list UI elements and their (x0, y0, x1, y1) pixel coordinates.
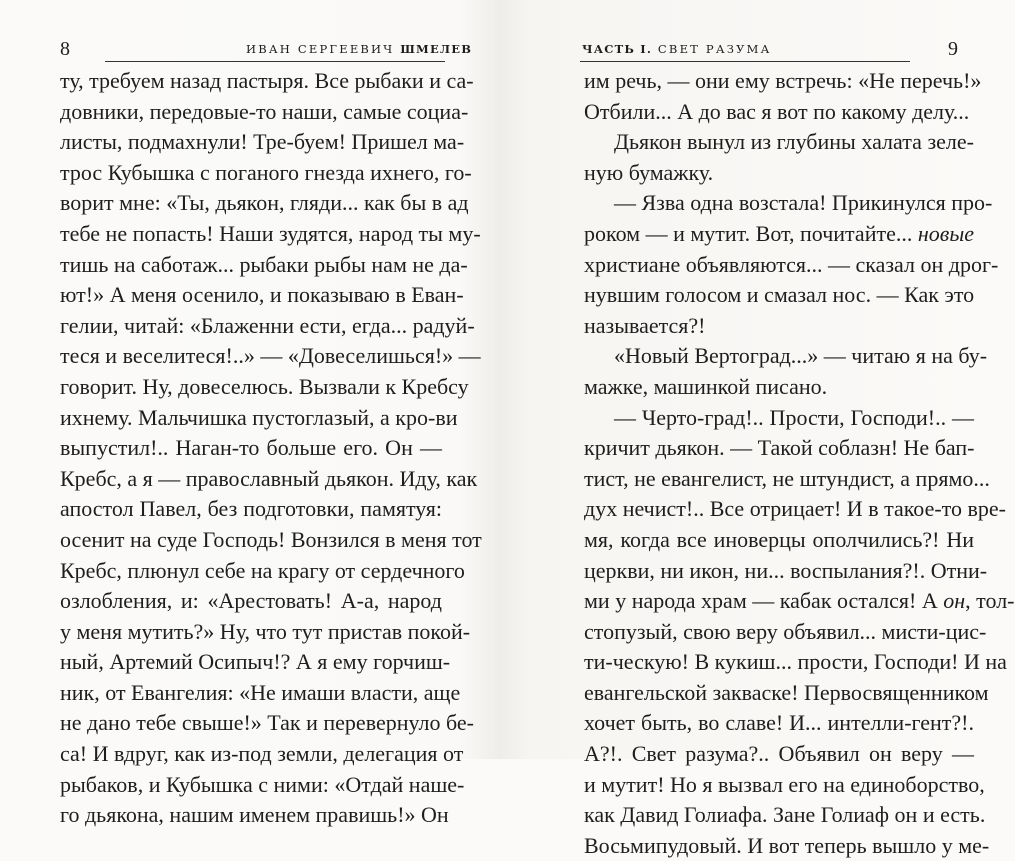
header-rule-left (105, 61, 445, 62)
text-line: тишь на саботаж... рыбаки рыбы нам не да- (60, 251, 468, 277)
text-fragment: роком — и мутит. Вот, почитайте... (584, 220, 918, 246)
text-line: Дьякон вынул из глубины халата зеле- (614, 129, 974, 155)
text-line: довники, передовые-то наши, самые социа- (60, 98, 469, 124)
text-line: и мутит! Но я вызвал его на единоборство, (584, 771, 985, 797)
text-line: Восьмипудовый. И вот теперь вышло у ме- (584, 832, 990, 858)
text-line: тист, не евангелист, не штундист, а прямо... (584, 465, 990, 491)
text-line: мя, когда все иноверцы ополчились?! Ни (584, 526, 974, 552)
text-line (584, 219, 974, 250)
text-line: Отбили... А до вас я вот по какому делу... (584, 98, 970, 124)
text-line: ную бумажку. (584, 159, 714, 185)
text-line: мажке, машинкой писано. (584, 373, 828, 399)
running-head-part: ЧАСТЬ I. (582, 42, 653, 56)
left-page (0, 0, 500, 828)
text-line: христиане объявляются... — сказал он дрог- (584, 251, 999, 277)
text-fragment: ми у народа храм — кабак остался! А (584, 588, 944, 614)
right-page-text (584, 66, 1015, 861)
text-line: осенит на суде Господь! Вонзился в меня тот (60, 526, 482, 552)
text-line: дух нечист!.. Все отрицает! И в такое-то вре- (584, 496, 1006, 522)
text-line: — Язва одна возстала! Прикинулся про- (614, 190, 993, 216)
text-line: листы, подмахнули! Тре-буем! Пришел ма- (60, 129, 465, 155)
left-page-text (60, 66, 482, 831)
emphasis-word: новые (917, 220, 974, 246)
text-line: трос Кубышка с поганого гнезда ихнего, го- (60, 159, 472, 185)
header-rule-right (580, 61, 910, 62)
text-line: ный, Артемий Осипыч!? А я ему горчиш- (60, 649, 451, 675)
emphasis-word: он (943, 588, 966, 614)
text-line: «Новый Вертоград...» — читаю я на бу- (614, 343, 988, 369)
text-line: — Черто-град!.. Прости, Господи!.. — (614, 404, 974, 430)
text-line: у меня мутить?» Ну, что тут пристав покой- (60, 618, 471, 644)
running-head-title: СВЕТ РАЗУМА (657, 42, 772, 56)
text-line: церкви, ни икон, ни... воспылания?!. Отни- (584, 557, 988, 583)
text-line: нувшим голосом и смазал нос. — Как это (584, 282, 975, 308)
text-line: евангельской закваске! Первосвященником (584, 679, 989, 705)
text-line: теся и веселитеся!..» — «Довеселишься!» — (60, 343, 481, 369)
text-line: го дьякона, нашим именем правишь!» Он (60, 802, 449, 828)
right-page (500, 0, 1015, 858)
text-line: называется?! (584, 312, 706, 338)
running-head-author-surname: ШМЕЛЕВ (400, 42, 473, 56)
text-line: озлобления, и: «Арестовать! А-а, народ (60, 588, 442, 614)
text-line: А?!. Свет разума?.. Объявил он веру — (584, 741, 974, 767)
running-head-right (582, 42, 772, 56)
text-line: ти-ческую! В кукиш... прости, Господи! И на (584, 649, 1007, 675)
text-line: им речь, — они ему встречь: «Не перечь!» (584, 68, 982, 93)
page-number-right: 9 (948, 38, 958, 60)
text-line: са! И вдруг, как из-под земли, делегация от (60, 741, 464, 767)
text-line: ту, требуем назад пастыря. Все рыбаки и са- (60, 68, 474, 93)
text-line: не дано тебе свыше!» Так и перевернуло бе- (60, 710, 475, 736)
text-line: выпустил!.. Наган-то больше его. Он — (60, 435, 442, 461)
text-fragment: , тол- (965, 588, 1015, 614)
text-line: Кребс, плюнул себе на крагу от сердечного (60, 557, 465, 583)
text-line: как Давид Голиафа. Зане Голиаф он и есть. (584, 802, 986, 828)
text-line: хочет быть, во славе! И... интелли-гент?!. (584, 710, 974, 736)
text-line: ник, от Евангелия: «Не имаши власти, аще (60, 679, 461, 705)
text-line: Кребс, а я — православный дьякон. Иду, как (60, 465, 478, 491)
text-line (584, 586, 1015, 617)
text-line: ворит мне: «Ты, дьякон, гляди... как бы в ад (60, 190, 469, 216)
text-line: кричит дьякон. — Такой соблазн! Не бап- (584, 435, 975, 461)
text-line: рыбаков, и Кубышка с ними: «Отдай наше- (60, 771, 465, 797)
running-head-left (246, 42, 472, 56)
text-line: ихнему. Мальчишка пустоглазый, а кро-ви (60, 404, 458, 430)
text-line: апостол Павел, без подготовки, памятуя: (60, 496, 442, 522)
text-line: ют!» А меня осенило, и показываю в Еван- (60, 282, 464, 308)
page-number-left: 8 (60, 38, 70, 60)
running-head-author: ИВАН СЕРГЕЕВИЧ (246, 42, 395, 56)
text-line: стопузый, свою веру объявил... мисти-цис- (584, 618, 987, 644)
text-line: тебе не попасть! Наши зудятся, народ ты му- (60, 220, 481, 246)
text-line: гелии, читай: «Блаженни ести, егда... радуй- (60, 312, 475, 338)
text-line: говорит. Ну, довеселюсь. Вызвали к Кребсу (60, 373, 469, 399)
